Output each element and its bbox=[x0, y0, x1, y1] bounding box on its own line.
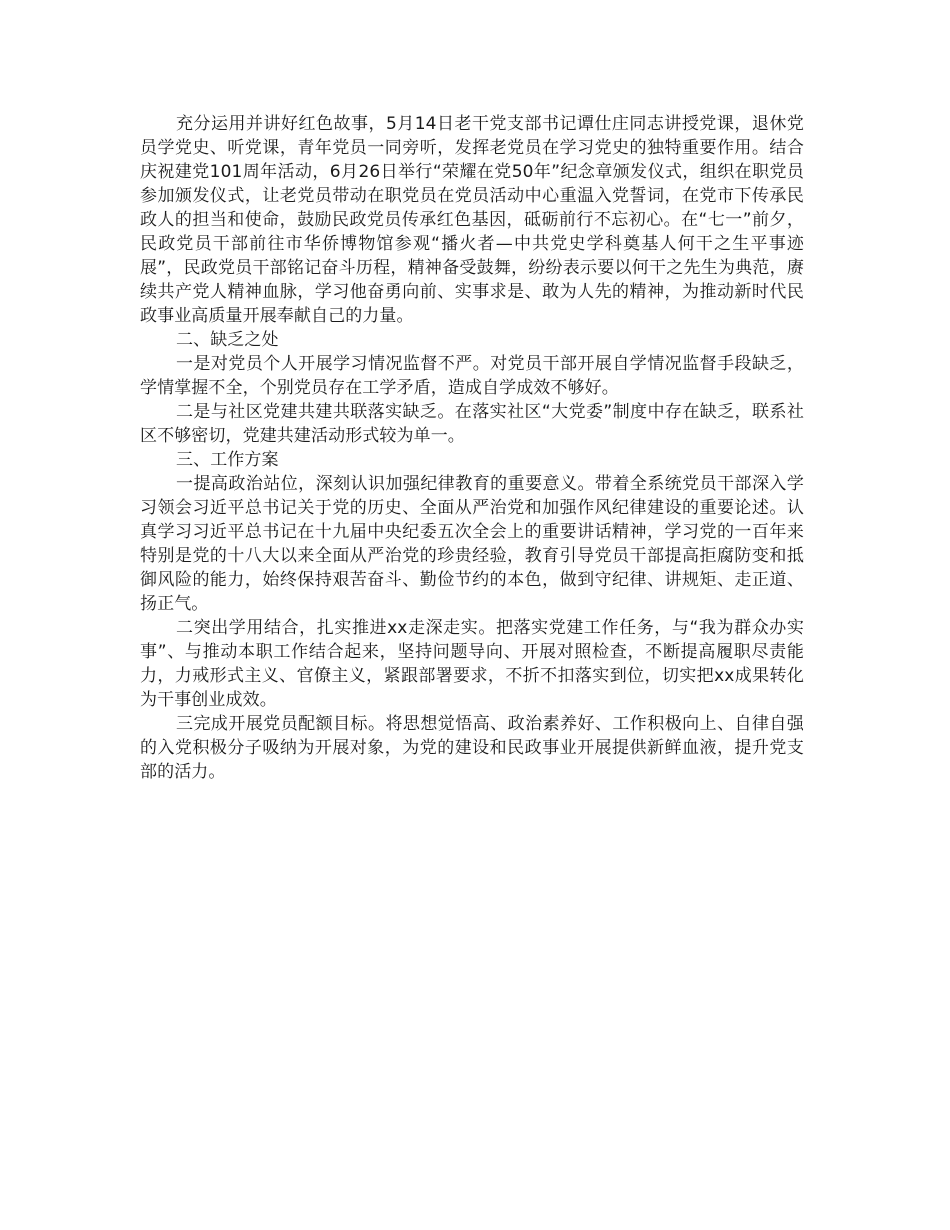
paragraph-shortcoming-1: 一是对党员个人开展学习情况监督不严。对党员干部开展自学情况监督手段缺乏，学情掌握不全，个别党员存在工学矛盾，造成自学成效不够好。 bbox=[140, 354, 804, 398]
paragraph-plan-1: 一提高政治站位，深刻认识加强纪律教育的重要意义。带着全系统党员干部深入学习领会习近平总书记关于党的历史、全面从严治党和加强作风纪律建设的重要论述。认真学习习近平总书记在十九届中央纪委五次全会上的重要讲话精神，学习党的一百年来特别是党的十八大以来全面从严治党的珍贵经验，教育引导党员干部提高拒腐防变和抵御风险的能力，始终保持艰苦奋斗、勤俭节约的本色，做到守纪律、讲规矩、走正道、扬正气。 bbox=[140, 474, 804, 614]
paragraph-shortcoming-2: 二是与社区党建共建共联落实缺乏。在落实社区“大党委”制度中存在缺乏，联系社区不够密切，党建共建活动形式较为单一。 bbox=[140, 402, 804, 446]
section-heading-shortcomings: 二、缺乏之处 bbox=[176, 330, 279, 350]
paragraph-plan-3: 三完成开展党员配额目标。将思想觉悟高、政治素养好、工作积极向上、自律自强的入党积极分子吸纳为开展对象，为党的建设和民政事业开展提供新鲜血液，提升党支部的活力。 bbox=[140, 714, 804, 782]
document-body bbox=[140, 112, 804, 784]
paragraph-plan-2: 二突出学用结合，扎实推进xx走深走实。把落实党建工作任务，与“我为群众办实事”、与推动本职工作结合起来，坚持问题导向、开展对照检查，不断提高履职尽责能力，力戒形式主义、官僚主义，紧跟部署要求，不折不扣落实到位，切实把xx成果转化为干事创业成效。 bbox=[140, 618, 804, 710]
section-heading-work-plan: 三、工作方案 bbox=[176, 450, 279, 470]
paragraph-red-stories: 充分运用并讲好红色故事，5月14日老干党支部书记谭仕庄同志讲授党课，退休党员学党史、听党课，青年党员一同旁听，发挥老党员在学习党史的独特重要作用。结合庆祝建党101周年活动，6月26日举行“荣耀在党50年”纪念章颁发仪式，组织在职党员参加颁发仪式，让老党员带动在职党员在党员活动中心重温入党誓词，在党市下传承民政人的担当和使命，鼓励民政党员传承红色基因，砥砺前行不忘初心。在“七一”前夕，民政党员干部前往市华侨博物馆参观“播火者—中共党史学科奠基人何干之生平事迹展”，民政党员干部铭记奋斗历程，精神备受鼓舞，纷纷表示要以何干之先生为典范，赓续共产党人精神血脉，学习他奋勇向前、实事求是、敢为人先的精神，为推动新时代民政事业高质量开展奉献自己的力量。 bbox=[140, 114, 804, 326]
